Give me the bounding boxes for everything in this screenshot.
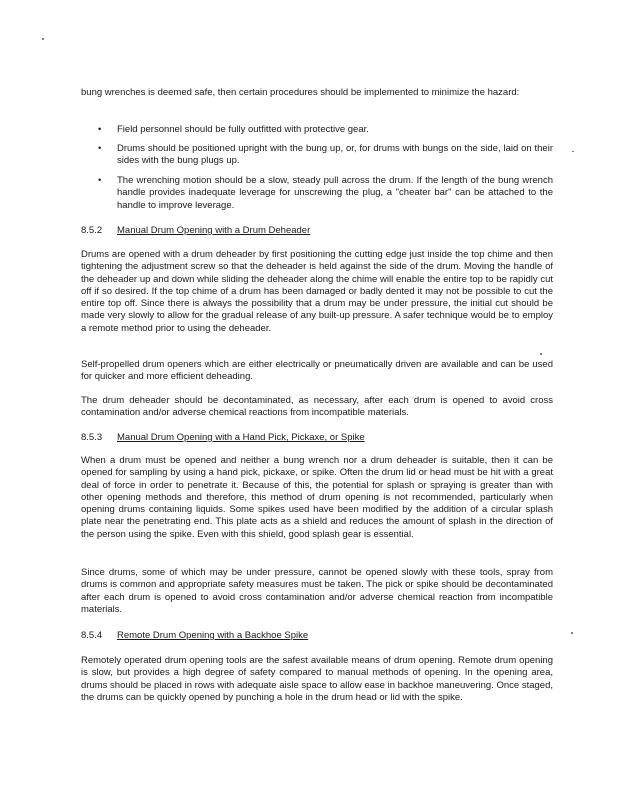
scan-speck [571, 632, 573, 634]
scan-speck [42, 38, 44, 40]
paragraph: When a drum must be opened and neither a bung wrench nor a drum deheader is suitable, then it can be opened for sampling by using a hand pick, pickaxe, or spike. Often the drum lid or head must be hit with a great deal of force in order to penetrate it. Because of this, the potential for splash or spraying is greater than with other opening methods and therefore, this method of drum opening is not recommended, particularly when opening drums containing liquids. Some spikes used have been modified by the addition of a circular splash plate near the penetrating end. This plate acts as a shield and reduces the amount of splash in the direction of the person using the spike. Even with this shield, good splash gear is essential. [81, 455, 553, 540]
section-heading-8-5-3 [81, 432, 365, 444]
paragraph: Drums are opened with a drum deheader by first positioning the cutting edge just inside the top chime and then tightening the adjustment screw so that the deheader is held against the side of the drum. Moving the handle of the deheader up and down while sliding the deheader along the chime will enable the entire top to be rapidly cut off if so desired. If the top chime of a drum has been damaged or badly dented it may not be possible to cut the entire top off. Since there is always the possibility that a drum may be under pressure, the initial cut should be made very slowly to allow for the gradual release of any built-up pressure. A safer technique would be to employ a remote method prior to using the deheader. [81, 249, 553, 334]
paragraph: Remotely operated drum opening tools are the safest available means of drum opening. Remote drum opening is slow, but provides a high degree of safety compared to manual methods of opening. In the opening area, drums should be placed in rows with adequate aisle space to allow ease in backhoe maneuvering. Once staged, the drums can be quickly opened by punching a hole in the drum head or lid with the spike. [81, 655, 553, 703]
section-number: 8.5.4 [81, 630, 103, 641]
paragraph: Since drums, some of which may be under pressure, cannot be opened slowly with these tools, spray from drums is common and appropriate safety measures must be taken. The pick or spike should be decontaminated after each drum is opened to avoid cross contamination and/or adverse chemical reaction from incompatible materials. [81, 567, 553, 615]
scan-speck [540, 353, 542, 355]
paragraph: Self-propelled drum openers which are either electrically or pneumatically driven are available and can be used for quicker and more efficient deheading. [81, 359, 553, 383]
section-number: 8.5.3 [81, 432, 103, 443]
intro-paragraph: bung wrenches is deemed safe, then certain procedures should be implemented to minimize the hazard: [81, 87, 520, 98]
section-number: 8.5.2 [81, 225, 103, 236]
section-heading-8-5-4 [81, 630, 308, 642]
bullet-marker: • [98, 143, 102, 154]
bullet-item: Drums should be positioned upright with the bung up, or, for drums with bungs on the side, laid on their sides with the bung plugs up. [117, 143, 553, 167]
section-title: Manual Drum Opening with a Drum Deheader [117, 225, 311, 236]
bullet-item: The wrenching motion should be a slow, steady pull across the drum. If the length of the bung wrench handle provides inadequate leverage for unscrewing the plug, a "cheater bar" can be attached to the handle to improve leverage. [117, 175, 553, 211]
paragraph: The drum deheader should be decontaminated, as necessary, after each drum is opened to avoid cross contamination and/or adverse chemical reactions from incompatible materials. [81, 395, 553, 419]
scan-speck [572, 151, 574, 152]
section-title: Manual Drum Opening with a Hand Pick, Pickaxe, or Spike [117, 432, 365, 443]
bullet-marker: • [98, 175, 102, 186]
section-title: Remote Drum Opening with a Backhoe Spike [117, 630, 309, 641]
bullet-item: Field personnel should be fully outfitted with protective gear. [117, 124, 369, 135]
section-heading-8-5-2 [81, 225, 310, 237]
bullet-marker: • [98, 124, 102, 135]
